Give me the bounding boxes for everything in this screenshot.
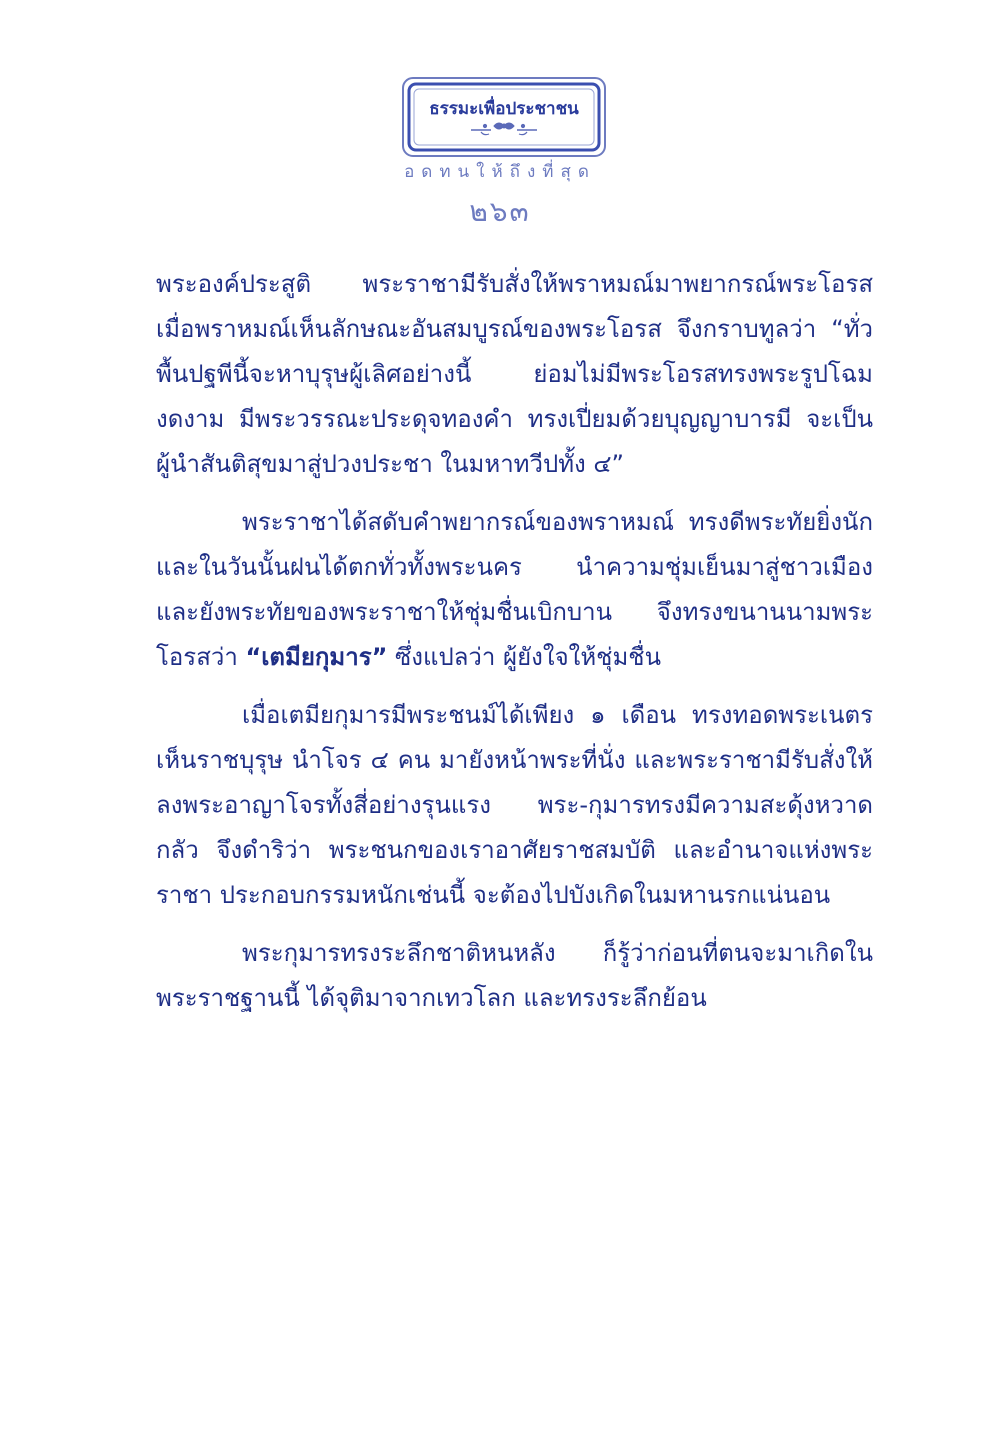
paragraph-4: พระกุมารทรงระลึกชาติหนหลัง ก็รู้ว่าก่อนที่ตนจะมาเกิดในพระราชฐานนี้ ได้จุติมาจากเทวโลก และทรงระลึกย้อน <box>156 939 873 1012</box>
temiya-name-bold: “เตมียกุมาร” <box>245 643 388 671</box>
dhamma-logo <box>401 76 607 158</box>
running-header-title: อดทนให้ถึงที่สุด <box>404 162 596 182</box>
logo-text: ธรรมะเพื่อประชาชน <box>429 99 579 119</box>
logo-frame-icon <box>401 76 607 158</box>
paragraph-2-tail: ซึ่งแปลว่า ผู้ยังใจให้ชุ่มชื่น <box>387 643 661 671</box>
page-number: ๒๖๓ <box>469 195 531 228</box>
paragraph-3: เมื่อเตมียกุมารมีพระชนม์ได้เพียง ๑ เดือน ทรงทอดพระเนตรเห็นราชบุรุษ นำโจร ๔ คน มายังหน้าพระที่นั่ง และพระราชามีรับสั่งให้ลงพระอาญาโจรทั้งสี่อย่างรุนแรง พระ-กุมารทรงมีความสะดุ้งหวาดกลัว จึงดำริว่า พระชนกของเราอาศัยราชสมบัติ และอำนาจแห่งพระราชา ประกอบกรรมหนักเช่นนี้ จะต้องไปบังเกิดในมหานรกแน่นอน <box>156 701 873 909</box>
paragraph-2-text: พระราชาได้สดับคำพยากรณ์ของพราหมณ์ ทรงดีพระทัยยิ่งนัก และในวันนั้นฝนได้ตกทั่วทั้งพระนคร นำความชุ่มเย็นมาสู่ชาวเมือง และยังพระทัยของพระราชาให้ชุ่มชื่นเบิกบาน จึงทรงขนานนามพระโอรสว่า <box>156 508 873 671</box>
paragraph-1: พระองค์ประสูติ พระราชามีรับสั่งให้พราหมณ์มาพยากรณ์พระโอรส เมื่อพราหมณ์เห็นลักษณะอันสมบูรณ์ของพระโอรส จึงกราบทูลว่า “ทั่วพื้นปฐพีนี้จะหาบุรุษผู้เลิศอย่างนี้ ย่อมไม่มีพระโอรสทรงพระรูปโฉมงดงาม มีพระวรรณะประดุจทองคำ ทรงเปี่ยมด้วยบุญญาบารมี จะเป็นผู้นำสันติสุขมาสู่ปวงประชา ในมหาทวีปทั้ง ๔” <box>156 270 873 478</box>
body-text <box>156 262 873 1034</box>
paragraph-2 <box>156 500 873 680</box>
